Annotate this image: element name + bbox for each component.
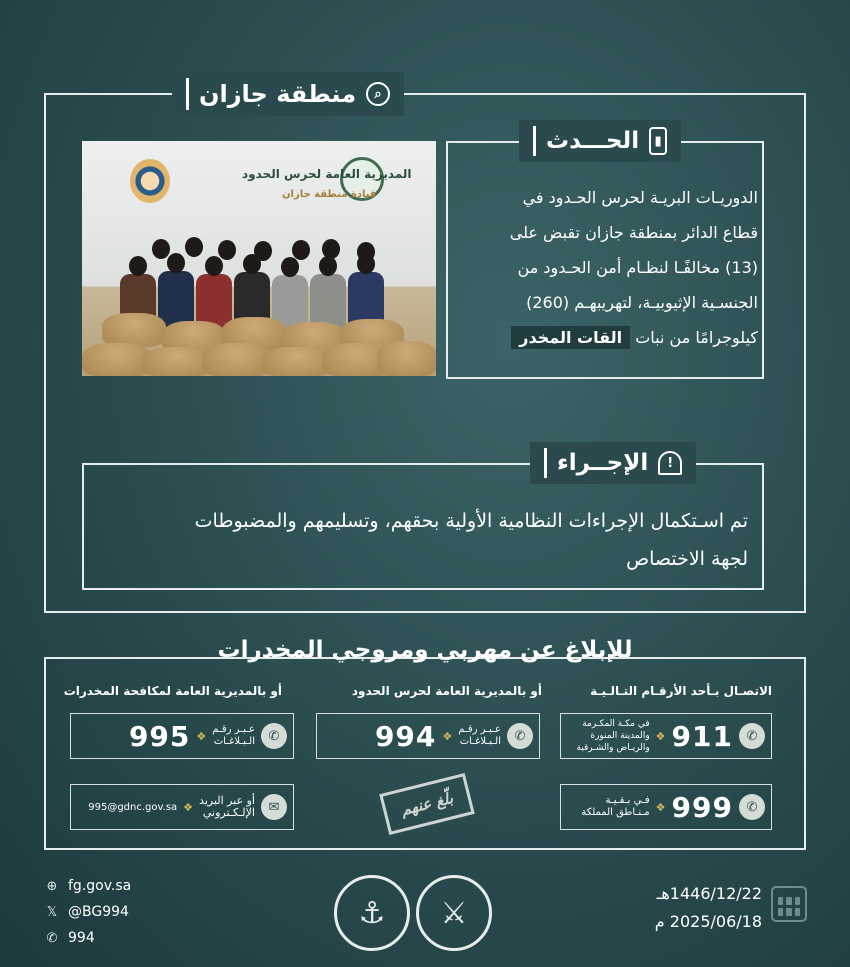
number-995: 995	[128, 719, 191, 753]
number-994: 994	[374, 719, 437, 753]
action-line: تم اسـتكمال الإجراءات النظامية الأولية بحقهم، وتسليمهم والمضبوطات	[194, 510, 748, 532]
photo-org-name: المديرية العامة لحرس الحدود	[242, 167, 412, 181]
number-911-box[interactable]	[560, 713, 772, 759]
number-999: 999	[671, 790, 733, 824]
person-head	[152, 239, 170, 259]
footer-social[interactable]	[44, 904, 129, 920]
photo-command: قيادة منطقة جازان	[282, 189, 377, 200]
label-line: مـنـاطق المملكة	[581, 807, 650, 818]
region-title-tag	[172, 72, 404, 116]
person-head	[357, 254, 375, 274]
number-994-label	[458, 724, 501, 748]
event-line: الجنسـية الإثيوبيـة، لتهريبهـم (260)	[526, 293, 758, 312]
phone-icon: ✆	[46, 930, 58, 946]
label-line: أو عبر البريد	[199, 794, 255, 807]
footer-phone[interactable]	[44, 930, 95, 946]
label-line: في مكـة المكـرمة	[582, 719, 650, 729]
website-text: fg.gov.sa	[68, 878, 132, 894]
greg-date: 2025/06/18 م	[654, 912, 762, 931]
label-line: عـبـر رقـم	[212, 724, 255, 735]
radio-icon: ▮	[649, 127, 667, 155]
action-title-tag	[530, 442, 696, 484]
report-heading: للإبلاغ عن مهربي ومروجي المخدرات	[217, 637, 633, 663]
number-995-label	[212, 724, 255, 748]
border-guard-emblem: ⚓	[334, 875, 410, 951]
khat-sack	[377, 341, 436, 376]
khat-sack	[102, 313, 166, 347]
number-994-box[interactable]	[316, 713, 540, 759]
action-line: لجهة الاختصاص	[626, 548, 748, 570]
event-title-tag	[519, 120, 681, 162]
label-line: فـي بـقـيـة	[605, 795, 650, 806]
event-text	[452, 180, 758, 355]
event-highlight: القات المخدر	[511, 326, 630, 349]
report-them-stamp: بلّغ عنهم	[379, 773, 475, 835]
action-title: الإجــراء	[557, 450, 649, 476]
number-999-box[interactable]	[560, 784, 772, 830]
title-divider	[533, 126, 536, 156]
person	[310, 274, 346, 329]
x-logo-icon: 𝕏	[46, 904, 58, 920]
person-head	[185, 237, 203, 257]
label-line: عـبـر رقـم	[458, 724, 501, 735]
border-guard-emblem	[130, 159, 170, 203]
hijri-date: 1446/12/22هـ	[656, 884, 762, 903]
action-text	[96, 502, 748, 578]
diamond-icon: ❖	[442, 729, 453, 743]
title-divider	[544, 448, 547, 478]
event-line-last	[452, 320, 758, 355]
event-line: (13) مخالفًـا لنظـام أمن الحـدود من	[517, 258, 758, 277]
calendar-icon	[771, 886, 807, 922]
globe-icon: ⊕	[46, 878, 58, 894]
event-line: كيلوجرامًا من نبات	[635, 328, 758, 347]
diamond-icon: ❖	[655, 729, 666, 743]
number-995-box[interactable]	[70, 713, 294, 759]
seizure-photo	[82, 141, 436, 376]
label-line: الـبـلاغـات	[459, 736, 501, 747]
col3-head: أو بالمديرية العامة لمكافحة المخدرات	[63, 684, 282, 698]
ministry-emblem: ⚔	[416, 875, 492, 951]
event-title: الحـــدث	[546, 128, 640, 154]
person-head	[243, 254, 261, 274]
person-head	[218, 240, 236, 260]
email-address: 995@gdnc.gov.sa	[88, 801, 178, 813]
email-label	[199, 795, 255, 819]
magnifier-map-icon: ⌕	[366, 82, 390, 106]
footer-website[interactable]	[44, 878, 131, 894]
email-icon: ✉	[261, 794, 287, 820]
phone-icon: ✆	[507, 723, 533, 749]
event-line: الدوريـات البريـة لحرس الحـدود في	[522, 188, 758, 207]
email-box[interactable]	[70, 784, 294, 830]
title-divider	[186, 78, 189, 110]
number-911-label	[576, 718, 649, 754]
person-head	[292, 240, 310, 260]
person-head	[281, 257, 299, 277]
col1-head: الاتصـال بـأحد الأرقـام التـالـيـة	[590, 684, 772, 698]
label-line: الإلـكـتروني	[202, 806, 255, 819]
person-head	[167, 253, 185, 273]
diamond-icon: ❖	[183, 800, 194, 814]
number-999-label	[581, 795, 649, 819]
person-head	[319, 256, 337, 276]
footer-phone-number: 994	[68, 930, 95, 946]
col2-head: أو بالمديرية العامة لحرس الحدود	[351, 684, 542, 698]
phone-icon: ✆	[739, 723, 765, 749]
person-head	[205, 256, 223, 276]
phone-icon: ✆	[261, 723, 287, 749]
region-title: منطقة جازان	[199, 80, 357, 108]
social-handle: @BG994	[68, 904, 129, 920]
label-line: الـبـلاغـات	[213, 736, 255, 747]
number-911: 911	[671, 719, 733, 753]
alarm-light-icon: !	[658, 451, 682, 475]
diamond-icon: ❖	[655, 800, 666, 814]
event-line: قطاع الدائر بمنطقة جازان تقبض على	[509, 223, 758, 242]
label-line: والمدينة المنورة	[590, 731, 650, 741]
label-line: والريـاض والشـرقية	[576, 743, 650, 753]
phone-icon: ✆	[739, 794, 765, 820]
diamond-icon: ❖	[196, 729, 207, 743]
person-head	[129, 256, 147, 276]
